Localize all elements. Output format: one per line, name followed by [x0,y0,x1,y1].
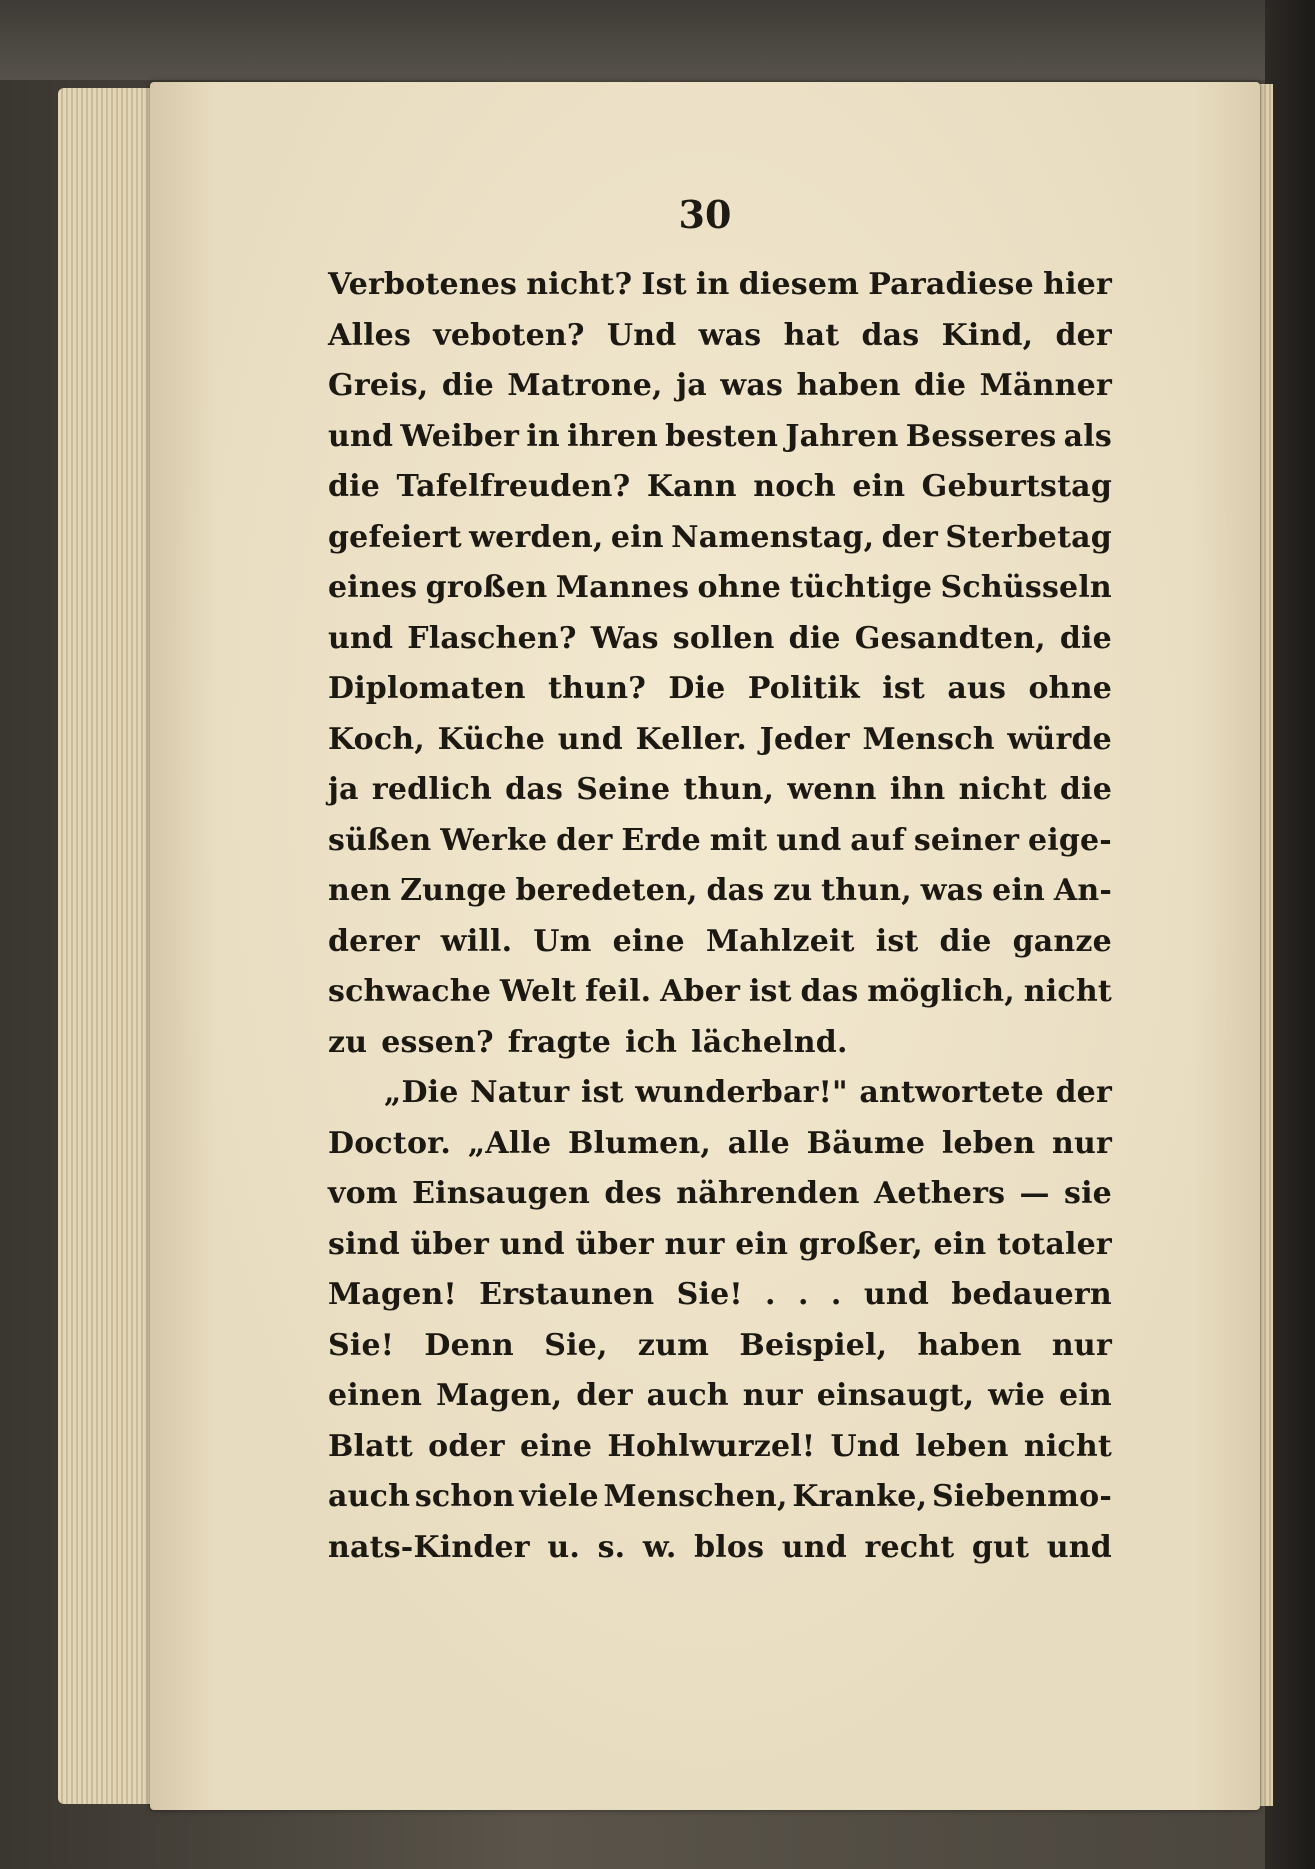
word: eines [328,570,418,605]
word: nats-Kinder [328,1529,530,1565]
word: Mensch [862,721,995,757]
word: ist [580,1075,624,1110]
word: ihren [567,418,659,454]
text-line [328,513,1112,564]
word: ist [882,671,925,706]
text-line [328,967,1112,1018]
text-line [328,1018,1112,1069]
word: Beispiel, [739,1327,888,1363]
word: feil. [585,974,652,1009]
word: die [1059,620,1112,656]
word: Werke [440,822,548,858]
word: des [604,1176,662,1211]
word: haben [917,1327,1022,1363]
word: zum [637,1327,710,1363]
word: thun, [683,772,775,807]
page-text [328,260,1112,1573]
word: u. [547,1529,581,1565]
word: wunderbar!" [635,1075,848,1110]
word: Diplomaten [328,671,526,706]
word: gefeiert [328,519,462,555]
text-line [328,765,1112,816]
word: w. [642,1529,677,1565]
word: essen? [381,1024,494,1060]
word: nährenden [676,1176,860,1211]
word: thun? [548,671,646,706]
word: was [720,368,784,403]
word: sie [1064,1176,1112,1211]
word: schon [414,1479,515,1514]
word: schwache [328,974,491,1009]
word: die [328,469,381,504]
word: und [499,1226,565,1262]
word: ein [992,873,1046,908]
word: Um [533,923,592,959]
word: ganze [1012,923,1112,959]
text-line [328,260,1112,311]
word: wie [988,1378,1046,1413]
page-number: 30 [678,192,732,237]
word: Erde [621,822,701,858]
word: die [441,368,494,403]
text-line [328,1523,1112,1574]
word: Was [590,620,659,656]
word: ein [933,1226,987,1262]
word: Welt [499,974,577,1009]
word: Koch, [328,721,425,757]
text-line [328,1220,1112,1271]
word: in [526,418,560,454]
word: und [781,1529,847,1565]
word: Siebenmo- [931,1479,1112,1514]
text-line [328,412,1112,463]
word: Sie! [328,1327,395,1363]
word: der [881,519,939,555]
word: ja [676,368,707,403]
word: leben [915,1428,1009,1464]
word: Menschen, [603,1479,788,1514]
word: besten [665,418,779,454]
text-line [328,1169,1112,1220]
word: der [1055,1075,1112,1110]
word: Magen! [328,1277,457,1312]
word: gut [971,1529,1030,1565]
word: An- [1053,873,1112,908]
word: Erstaunen [479,1277,655,1312]
word: Tafelfreuden? [396,469,631,504]
word: Greis, [328,368,429,403]
book-page [150,82,1260,1810]
word: nicht? [526,267,633,302]
word: und [863,1277,930,1312]
word: der [1055,317,1112,353]
word: Alles [328,317,412,353]
text-line [328,1422,1112,1473]
text-line [328,816,1112,867]
word: eige- [1027,822,1112,858]
word: zu [773,873,813,908]
word: auch [646,1378,729,1413]
word: Männer [979,368,1112,403]
word: einsaugt, [816,1378,975,1413]
word: hier [1043,267,1112,302]
word: aus [947,671,1007,706]
word: . [830,1277,842,1312]
word: nur [742,1378,803,1413]
word: alle [727,1125,790,1161]
word: Sterbetag [945,519,1112,555]
word: thun, [821,873,912,908]
word: Kranke, [792,1479,928,1514]
word: Gesandten, [854,620,1046,656]
word: „Alle [467,1125,552,1161]
word: Seine [576,772,671,807]
word: ein [735,1226,789,1262]
text-line [328,1321,1112,1372]
word: über [575,1226,654,1262]
word: Mahlzeit [705,923,855,959]
word: Ist [641,267,687,302]
word: die [939,923,992,959]
word: redlich [371,772,492,807]
word: antwortete [859,1075,1044,1110]
word: totaler [997,1226,1112,1262]
text-line [328,917,1112,968]
word: Blumen, [567,1125,712,1161]
word: sind [328,1226,400,1262]
word: werden, [469,519,604,555]
word: Namenstag, [671,519,875,555]
word: möglich, [867,974,1015,1009]
word: nur [1051,1327,1112,1363]
word: bedauern [951,1277,1112,1312]
text-line [328,614,1112,665]
word: und [557,721,623,757]
word: Und [830,1428,901,1464]
word: die [1059,772,1112,807]
text-line [328,1472,1112,1523]
word: würde [1007,721,1112,757]
word: süßen [328,822,432,858]
word: Hohlwurzel! [607,1428,816,1464]
word: ein [852,469,906,504]
word: viele [519,1479,599,1514]
word: eine [520,1428,593,1464]
word: Besseres [905,418,1057,454]
text-line [328,311,1112,362]
word: in [695,267,730,302]
text-line [328,1119,1112,1170]
word: diesem [738,267,860,302]
word: tüchtige [789,570,933,605]
word: eine [612,923,685,959]
word: Einsaugen [412,1176,590,1211]
word: nen [328,873,392,908]
word: nur [664,1226,725,1262]
word: Verbotenes [328,267,518,302]
word: Jahren [785,418,899,454]
word: ohne [697,570,782,605]
word: Kind, [941,317,1034,353]
word: ist [875,923,919,959]
word: auch [328,1479,411,1514]
word: Denn [424,1327,514,1363]
word: der [556,822,613,858]
word: mit [709,822,768,858]
word: „Die [384,1075,459,1110]
word: großer, [798,1226,923,1262]
text-line [328,664,1112,715]
word: Und [606,317,677,353]
book-cover-top [0,0,1315,80]
word: Aethers [873,1176,1006,1211]
word: Blatt [328,1428,413,1464]
word: zu [328,1024,368,1060]
word: was [698,317,762,353]
text-line [328,715,1112,766]
word: Keller. [635,721,747,757]
word: ja [328,772,359,807]
word: einen [328,1378,423,1413]
word: recht [864,1529,955,1565]
text-line [328,866,1112,917]
word: Geburtstag [921,469,1112,504]
word: hat [783,317,840,353]
word: ist [748,974,792,1009]
word: Schüsseln [940,570,1112,605]
word: über [410,1226,489,1262]
word: was [920,873,984,908]
word: Küche [437,721,546,757]
word: Jeder [759,721,850,757]
text-line [328,563,1112,614]
word: Weiber [400,418,520,454]
word: nicht [1023,974,1112,1009]
word: seiner [913,822,1020,858]
word: auf [850,822,905,858]
text-line [328,1270,1112,1321]
word: der [576,1378,633,1413]
word: Doctor. [328,1125,452,1161]
word: Bäume [806,1125,926,1161]
word: sollen [672,620,775,656]
word: oder [428,1428,505,1464]
word: ich [625,1024,678,1060]
word: fragte [507,1024,612,1060]
word: will. [440,923,513,959]
word: lächelnd. [691,1024,848,1060]
word: und [328,418,394,454]
word: blos [694,1529,765,1565]
word: veboten? [433,317,585,353]
word: Sie! [676,1277,743,1312]
text-line [328,361,1112,412]
word: Aber [660,974,741,1009]
word: Paradiese [868,267,1034,302]
word: s. [597,1529,626,1565]
word: nicht [958,772,1047,807]
word: noch [753,469,836,504]
word: Zunge [400,873,507,908]
word: derer [328,923,420,959]
word: . [797,1277,809,1312]
word: Natur [470,1075,570,1110]
text-line [328,1068,1112,1119]
word: beredeten, [515,873,698,908]
word: und [776,822,842,858]
word: und [328,620,394,656]
word: die [914,368,967,403]
word: das [800,974,859,1009]
word: leben [941,1125,1036,1161]
word: Mannes [555,570,690,605]
word: Matrone, [507,368,663,403]
word: vom [328,1176,398,1211]
word: ein [610,519,664,555]
word: Magen, [436,1378,563,1413]
word: das [861,317,920,353]
word: Politik [747,671,860,706]
word: ein [1059,1378,1112,1413]
word: großen [425,570,548,605]
word: nur [1051,1125,1112,1161]
word: wenn [787,772,877,807]
word: — [1019,1176,1050,1211]
word: Kann [646,469,737,504]
word: ihn [889,772,946,807]
word: Sie, [544,1327,608,1363]
word: Flaschen? [407,620,577,656]
word: haben [796,368,901,403]
word: das [706,873,765,908]
text-line [328,462,1112,513]
word: . [765,1277,776,1312]
text-line [328,1371,1112,1422]
word: nicht [1023,1428,1112,1464]
word: als [1063,418,1112,454]
word: das [505,772,564,807]
word: die [788,620,841,656]
word: Die [668,671,726,706]
word: und [1046,1529,1112,1565]
word: ohne [1028,671,1112,706]
